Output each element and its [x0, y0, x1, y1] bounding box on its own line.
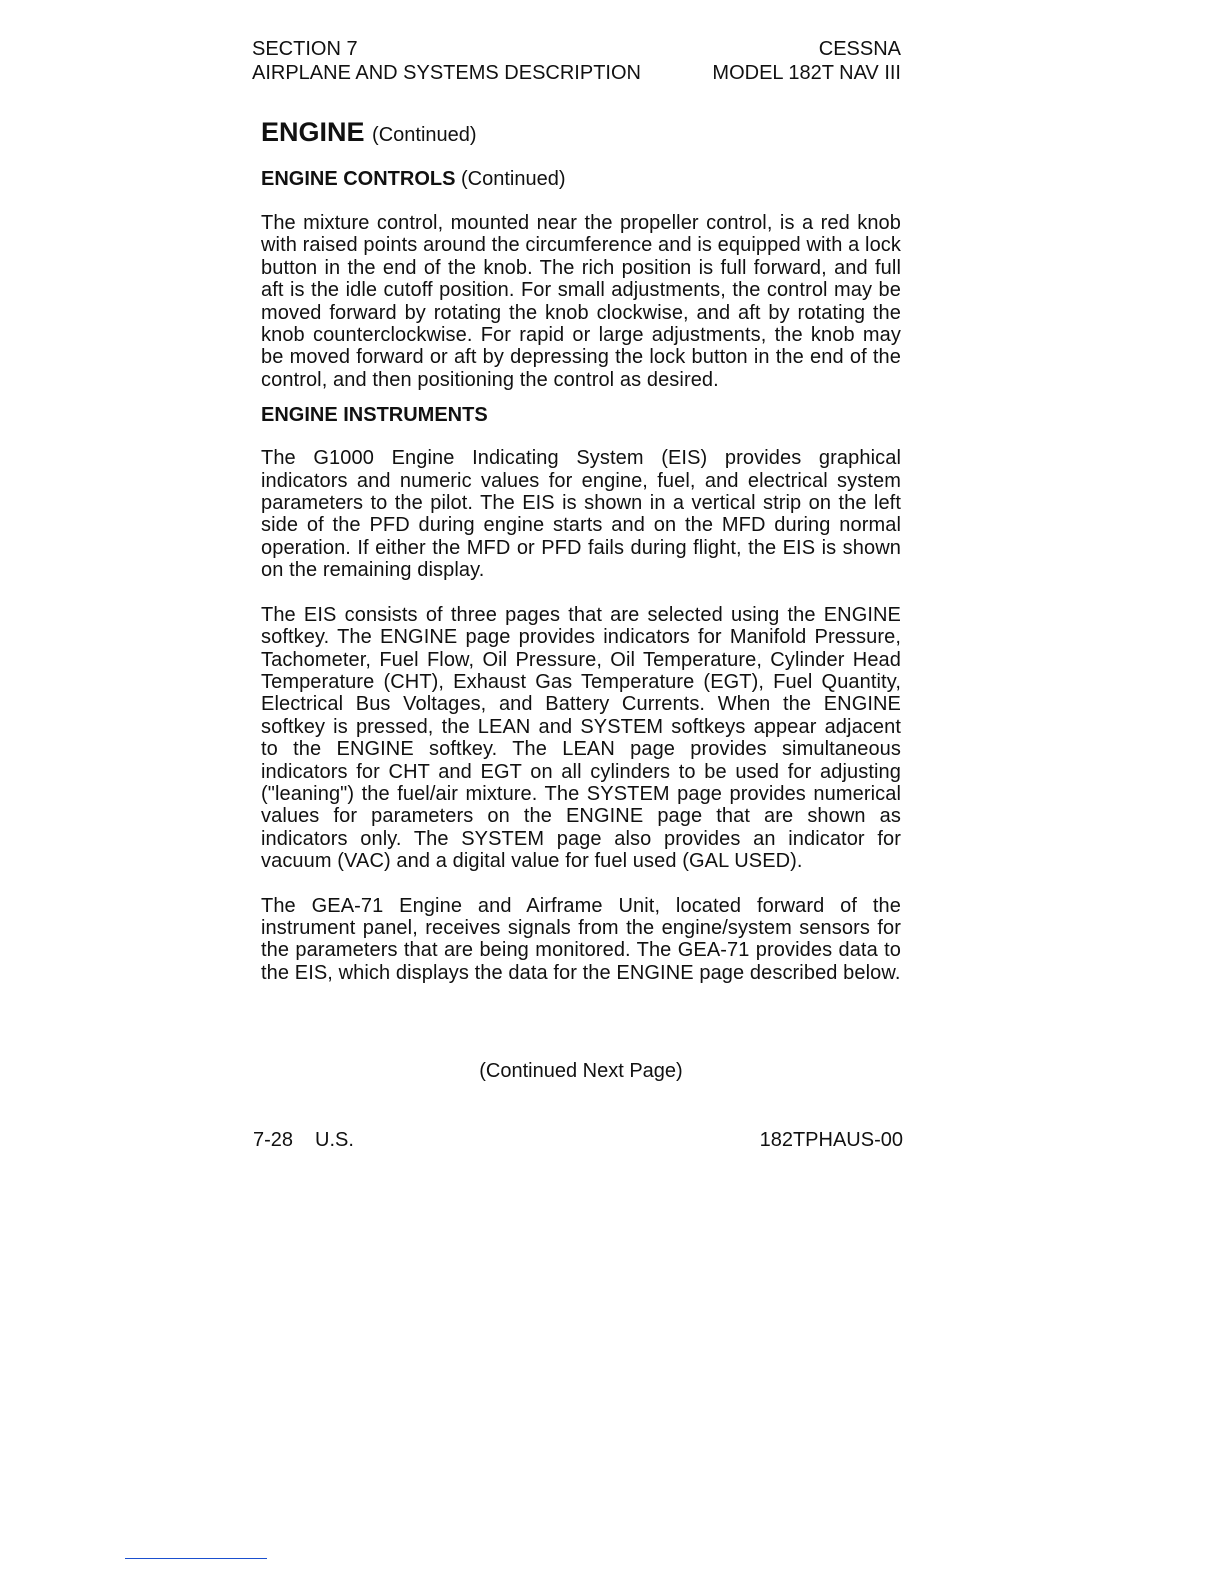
engine-controls-heading-suffix: (Continued)	[461, 168, 566, 190]
header-left	[252, 37, 641, 85]
engine-instruments-paragraph-1: The G1000 Engine Indicating System (EIS) provides graphical indicators and numeric values for engine, fuel, and electrical system parameters to the pilot. The EIS is shown in a vertical strip on the left side of the PFD during engine starts and on the MFD during normal operation. If either the MFD or PFD fails during flight, the EIS is shown on the remaining display.	[261, 447, 901, 582]
engine-instruments-heading	[261, 403, 901, 427]
page-title-suffix: (Continued)	[372, 124, 477, 146]
engine-controls-paragraph: The mixture control, mounted near the propeller control, is a red knob with raised points around the circumference and is equipped with a lock button in the end of the knob. The rich position is full forward, and full aft is the idle cutoff position. For small adjustments, the control may be moved forward by rotating the knob clockwise, and aft by rotating the knob counterclockwise. For rapid or large adjustments, the knob may be moved forward or aft by depressing the lock button in the end of the control, and then positioning the control as desired.	[261, 212, 901, 391]
footnote-divider	[125, 1558, 267, 1559]
manufacturer-label: CESSNA	[818, 38, 901, 60]
region-label: U.S.	[315, 1129, 354, 1151]
document-id: 182TPHAUS-00	[759, 1129, 903, 1151]
section-description: AIRPLANE AND SYSTEMS DESCRIPTION	[252, 62, 641, 84]
model-label: MODEL 182T NAV III	[712, 62, 901, 84]
engine-controls-heading	[261, 167, 901, 191]
engine-instruments-paragraph-3: The GEA-71 Engine and Airframe Unit, located forward of the instrument panel, receives signals from the engine/system sensors for the parameters that are being monitored. The GEA-71 provides data to the EIS, which displays the data for the ENGINE page described below.	[261, 894, 901, 984]
header-right	[712, 37, 901, 85]
engine-instruments-heading-main: ENGINE INSTRUMENTS	[261, 404, 488, 427]
page-number: 7-28	[253, 1129, 294, 1151]
continued-next-page: (Continued Next Page)	[479, 1060, 683, 1082]
section-label: SECTION 7	[252, 38, 358, 60]
page-content	[261, 114, 901, 984]
footer-left	[253, 1128, 354, 1152]
page-title	[261, 114, 901, 153]
page-title-main: ENGINE	[261, 117, 365, 147]
engine-controls-heading-main: ENGINE CONTROLS	[261, 168, 456, 190]
engine-instruments-paragraph-2: The EIS consists of three pages that are selected using the ENGINE softkey. The ENGINE page provides indicators for Manifold Pressure, Tachometer, Fuel Flow, Oil Pressure, Oil Temperature, Cylinder Head Temperature (CHT), Exhaust Gas Temperature (EGT), Fuel Quantity, Electrical Bus Voltages, and Battery Currents. When the ENGINE softkey is pressed, the LEAN and SYSTEM softkeys appear adjacent to the ENGINE softkey. The LEAN page provides simultaneous indicators for CHT and EGT on all cylinders to be used for adjusting ("leaning") the fuel/air mixture. The SYSTEM page provides numerical values for parameters on the ENGINE page that are shown as indicators only. The SYSTEM page also provides an indicator for vacuum (VAC) and a digital value for fuel used (GAL USED).	[261, 603, 901, 873]
